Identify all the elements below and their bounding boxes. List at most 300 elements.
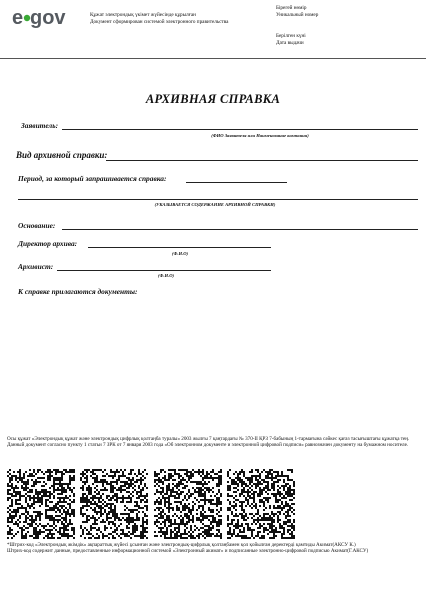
header-org-kz: Құжат электрондық үкімет жүйесінде құрылған	[90, 12, 196, 18]
qr-module	[122, 473, 124, 475]
qr-module	[112, 511, 114, 513]
qr-module	[231, 535, 233, 537]
footer-barcode-ru: Штрих-код содержит данные, предоставленные информационной системой «Электронный акимат» и подписанные электронно-цифровой подписью Акимат(Г.АКСУ)	[7, 548, 369, 555]
qr-module	[31, 505, 33, 507]
qr-module	[218, 483, 220, 485]
qr-module	[47, 509, 49, 511]
qr-module	[194, 503, 196, 505]
qr-module	[180, 537, 182, 539]
qr-module	[275, 495, 277, 497]
qr-module	[11, 499, 13, 501]
qr-module	[122, 513, 124, 515]
qr-module	[114, 475, 116, 477]
qr-module	[188, 515, 190, 517]
qr-module	[110, 485, 112, 487]
qr-module	[190, 519, 192, 521]
qr-module	[174, 495, 176, 497]
qr-module	[190, 473, 192, 475]
qr-module	[114, 517, 116, 519]
qr-module	[259, 537, 261, 539]
qr-module	[188, 531, 190, 533]
qr-module	[271, 473, 273, 475]
qr-module	[33, 531, 35, 533]
qr-module	[100, 521, 102, 523]
qr-module	[43, 491, 45, 493]
qr-module	[188, 475, 190, 477]
qr-module	[37, 469, 39, 471]
qr-module	[51, 519, 53, 521]
qr-module	[47, 523, 49, 525]
qr-module	[136, 493, 138, 495]
qr-module	[122, 471, 124, 473]
qr-module	[198, 535, 200, 537]
qr-module	[277, 473, 279, 475]
qr-module	[289, 485, 291, 487]
qr-module	[275, 501, 277, 503]
qr-module	[136, 525, 138, 527]
qr-module	[86, 471, 88, 473]
qr-module	[257, 511, 259, 513]
qr-module	[138, 519, 140, 521]
qr-module	[51, 535, 53, 537]
qr-module	[275, 529, 277, 531]
qr-module	[233, 525, 235, 527]
qr-module	[92, 477, 94, 479]
qr-module	[94, 517, 96, 519]
qr-module	[218, 489, 220, 491]
qr-module	[255, 487, 257, 489]
qr-module	[134, 481, 136, 483]
qr-module	[19, 473, 21, 475]
qr-module	[210, 475, 212, 477]
qr-module	[112, 497, 114, 499]
qr-module	[51, 475, 53, 477]
qr-module	[194, 491, 196, 493]
qr-module	[233, 529, 235, 531]
qr-module	[130, 473, 132, 475]
qr-module	[192, 519, 194, 521]
qr-module	[158, 481, 160, 483]
qr-module	[11, 537, 13, 539]
qr-module	[112, 531, 114, 533]
qr-module	[164, 519, 166, 521]
qr-module	[241, 513, 243, 515]
qr-module	[206, 529, 208, 531]
qr-module	[212, 487, 214, 489]
qr-module	[71, 529, 73, 531]
qr-module	[164, 525, 166, 527]
qr-module	[162, 531, 164, 533]
qr-module	[216, 523, 218, 525]
qr-module	[287, 513, 289, 515]
qr-module	[128, 485, 130, 487]
qr-module	[204, 517, 206, 519]
qr-module	[237, 535, 239, 537]
qr-module	[39, 469, 41, 471]
qr-module	[27, 531, 29, 533]
qr-module	[259, 489, 261, 491]
qr-module	[237, 485, 239, 487]
qr-module	[43, 485, 45, 487]
qr-module	[80, 501, 82, 503]
qr-module	[92, 469, 94, 471]
qr-module	[261, 489, 263, 491]
qr-module	[192, 493, 194, 495]
qr-module	[73, 527, 75, 529]
qr-module	[104, 501, 106, 503]
qr-module	[69, 479, 71, 481]
qr-module	[257, 513, 259, 515]
qr-module	[51, 537, 53, 539]
qr-module	[57, 519, 59, 521]
qr-module	[192, 515, 194, 517]
qr-module	[19, 521, 21, 523]
qr-module	[45, 499, 47, 501]
qr-module	[293, 481, 295, 483]
qr-module	[15, 521, 17, 523]
qr-module	[289, 533, 291, 535]
qr-module	[241, 501, 243, 503]
qr-module	[220, 503, 222, 505]
qr-module	[275, 477, 277, 479]
qr-module	[108, 499, 110, 501]
qr-module	[277, 481, 279, 483]
qr-module	[156, 535, 158, 537]
qr-module	[132, 519, 134, 521]
qr-module	[31, 485, 33, 487]
qr-module	[176, 537, 178, 539]
qr-module	[114, 473, 116, 475]
qr-module	[39, 491, 41, 493]
qr-module	[206, 515, 208, 517]
qr-module	[184, 523, 186, 525]
qr-module	[289, 487, 291, 489]
qr-module	[142, 479, 144, 481]
qr-module	[216, 535, 218, 537]
qr-module	[283, 505, 285, 507]
qr-module	[208, 527, 210, 529]
qr-module	[182, 523, 184, 525]
qr-module	[98, 491, 100, 493]
qr-module	[73, 469, 75, 471]
qr-module	[94, 507, 96, 509]
qr-module	[198, 483, 200, 485]
qr-module	[210, 501, 212, 503]
qr-module	[202, 523, 204, 525]
qr-module	[84, 527, 86, 529]
qr-module	[25, 533, 27, 535]
qr-module	[73, 533, 75, 535]
qr-module	[188, 517, 190, 519]
footer-barcode-notice	[7, 542, 419, 555]
qr-module	[287, 493, 289, 495]
qr-module	[291, 533, 293, 535]
qr-module	[69, 515, 71, 517]
qr-module	[182, 499, 184, 501]
qr-module	[245, 505, 247, 507]
qr-module	[140, 491, 142, 493]
qr-module	[100, 495, 102, 497]
qr-module	[178, 489, 180, 491]
qr-module	[23, 525, 25, 527]
qr-module	[243, 471, 245, 473]
qr-module	[136, 505, 138, 507]
qr-module	[59, 527, 61, 529]
qr-module	[160, 481, 162, 483]
qr-module	[253, 501, 255, 503]
qr-module	[27, 503, 29, 505]
qr-module	[114, 493, 116, 495]
qr-module	[41, 491, 43, 493]
kind-line	[106, 160, 418, 161]
qr-module	[283, 521, 285, 523]
qr-module	[227, 509, 229, 511]
qr-module	[114, 487, 116, 489]
qr-module	[184, 525, 186, 527]
qr-module	[220, 479, 222, 481]
qr-module	[53, 481, 55, 483]
qr-module	[289, 507, 291, 509]
qr-module	[9, 489, 11, 491]
qr-module	[57, 507, 59, 509]
qr-module	[237, 479, 239, 481]
qr-module	[130, 511, 132, 513]
qr-module	[273, 471, 275, 473]
qr-module	[214, 477, 216, 479]
qr-module	[71, 535, 73, 537]
qr-module	[25, 483, 27, 485]
qr-module	[67, 523, 69, 525]
qr-module	[29, 515, 31, 517]
qr-module	[69, 499, 71, 501]
qr-module	[186, 517, 188, 519]
qr-module	[289, 489, 291, 491]
qr-module	[86, 479, 88, 481]
qr-module	[166, 489, 168, 491]
qr-module	[289, 499, 291, 501]
qr-module	[146, 523, 148, 525]
qr-module	[45, 509, 47, 511]
qr-module	[267, 517, 269, 519]
qr-module	[188, 503, 190, 505]
qr-module	[227, 487, 229, 489]
qr-module	[168, 473, 170, 475]
qr-module	[13, 517, 15, 519]
qr-module	[156, 491, 158, 493]
qr-module	[84, 483, 86, 485]
qr-module	[25, 497, 27, 499]
qr-module	[136, 515, 138, 517]
qr-module	[231, 505, 233, 507]
qr-code-4	[227, 469, 295, 539]
qr-module	[218, 515, 220, 517]
qr-module	[239, 493, 241, 495]
qr-module	[289, 529, 291, 531]
qr-module	[67, 525, 69, 527]
qr-module	[63, 519, 65, 521]
qr-module	[245, 523, 247, 525]
qr-module	[63, 491, 65, 493]
qr-module	[269, 477, 271, 479]
qr-module	[61, 501, 63, 503]
qr-module	[162, 497, 164, 499]
qr-module	[231, 523, 233, 525]
qr-module	[104, 475, 106, 477]
qr-module	[208, 519, 210, 521]
archivist-caption: (Ф.И.О)	[157, 273, 175, 278]
qr-module	[180, 475, 182, 477]
qr-module	[220, 493, 222, 495]
qr-module	[265, 491, 267, 493]
qr-module	[200, 511, 202, 513]
qr-module	[98, 527, 100, 529]
qr-module	[261, 537, 263, 539]
qr-module	[192, 473, 194, 475]
qr-module	[100, 489, 102, 491]
qr-module	[25, 515, 27, 517]
qr-module	[112, 521, 114, 523]
qr-module	[49, 479, 51, 481]
qr-module	[210, 499, 212, 501]
qr-module	[112, 475, 114, 477]
qr-module	[245, 513, 247, 515]
qr-module	[112, 509, 114, 511]
qr-module	[249, 537, 251, 539]
qr-module	[88, 519, 90, 521]
qr-module	[144, 529, 146, 531]
qr-module	[110, 503, 112, 505]
qr-module	[39, 513, 41, 515]
qr-module	[11, 521, 13, 523]
qr-module	[227, 525, 229, 527]
qr-module	[7, 475, 9, 477]
qr-module	[106, 517, 108, 519]
qr-module	[65, 533, 67, 535]
qr-module	[210, 529, 212, 531]
qr-module	[259, 499, 261, 501]
qr-module	[61, 523, 63, 525]
qr-module	[102, 475, 104, 477]
qr-module	[210, 535, 212, 537]
qr-module	[164, 477, 166, 479]
qr-module	[208, 477, 210, 479]
qr-module	[166, 533, 168, 535]
qr-module	[7, 537, 9, 539]
qr-module	[204, 499, 206, 501]
qr-module	[108, 483, 110, 485]
qr-module	[144, 485, 146, 487]
qr-module	[170, 503, 172, 505]
qr-module	[57, 469, 59, 471]
qr-module	[136, 479, 138, 481]
qr-module	[237, 473, 239, 475]
qr-module	[184, 497, 186, 499]
qr-module	[120, 513, 122, 515]
qr-module	[59, 511, 61, 513]
qr-module	[202, 513, 204, 515]
qr-module	[114, 523, 116, 525]
qr-module	[31, 517, 33, 519]
qr-module	[267, 499, 269, 501]
qr-module	[73, 509, 75, 511]
qr-module	[243, 495, 245, 497]
qr-module	[118, 475, 120, 477]
qr-module	[188, 509, 190, 511]
qr-module	[9, 477, 11, 479]
qr-module	[116, 501, 118, 503]
qr-module	[126, 483, 128, 485]
qr-module	[102, 479, 104, 481]
qr-module	[57, 489, 59, 491]
qr-module	[45, 483, 47, 485]
qr-module	[132, 491, 134, 493]
qr-module	[158, 473, 160, 475]
qr-module	[204, 475, 206, 477]
qr-module	[132, 531, 134, 533]
qr-module	[128, 487, 130, 489]
qr-module	[168, 475, 170, 477]
qr-module	[194, 537, 196, 539]
qr-module	[186, 521, 188, 523]
qr-module	[106, 535, 108, 537]
qr-module	[9, 485, 11, 487]
qr-module	[126, 477, 128, 479]
qr-module	[63, 535, 65, 537]
qr-module	[21, 535, 23, 537]
qr-module	[80, 479, 82, 481]
qr-module	[94, 537, 96, 539]
qr-module	[257, 471, 259, 473]
qr-module	[104, 521, 106, 523]
qr-module	[289, 525, 291, 527]
qr-module	[237, 533, 239, 535]
qr-module	[88, 505, 90, 507]
qr-module	[128, 531, 130, 533]
qr-module	[216, 473, 218, 475]
qr-module	[39, 531, 41, 533]
qr-module	[39, 519, 41, 521]
qr-module	[285, 523, 287, 525]
qr-module	[247, 485, 249, 487]
qr-module	[198, 517, 200, 519]
qr-module	[154, 531, 156, 533]
qr-module	[11, 477, 13, 479]
qr-module	[170, 493, 172, 495]
qr-module	[200, 513, 202, 515]
qr-module	[287, 503, 289, 505]
qr-module	[154, 485, 156, 487]
qr-module	[7, 483, 9, 485]
qr-module	[267, 489, 269, 491]
qr-module	[227, 537, 229, 539]
qr-module	[257, 493, 259, 495]
qr-module	[291, 479, 293, 481]
qr-module	[55, 473, 57, 475]
qr-module	[17, 493, 19, 495]
qr-module	[249, 479, 251, 481]
qr-module	[277, 521, 279, 523]
qr-module	[178, 529, 180, 531]
qr-module	[271, 479, 273, 481]
qr-module	[206, 471, 208, 473]
qr-module	[53, 487, 55, 489]
qr-module	[190, 529, 192, 531]
qr-module	[229, 495, 231, 497]
qr-module	[138, 479, 140, 481]
qr-module	[114, 531, 116, 533]
document-title: АРХИВНАЯ СПРАВКА	[145, 92, 281, 106]
qr-module	[100, 479, 102, 481]
